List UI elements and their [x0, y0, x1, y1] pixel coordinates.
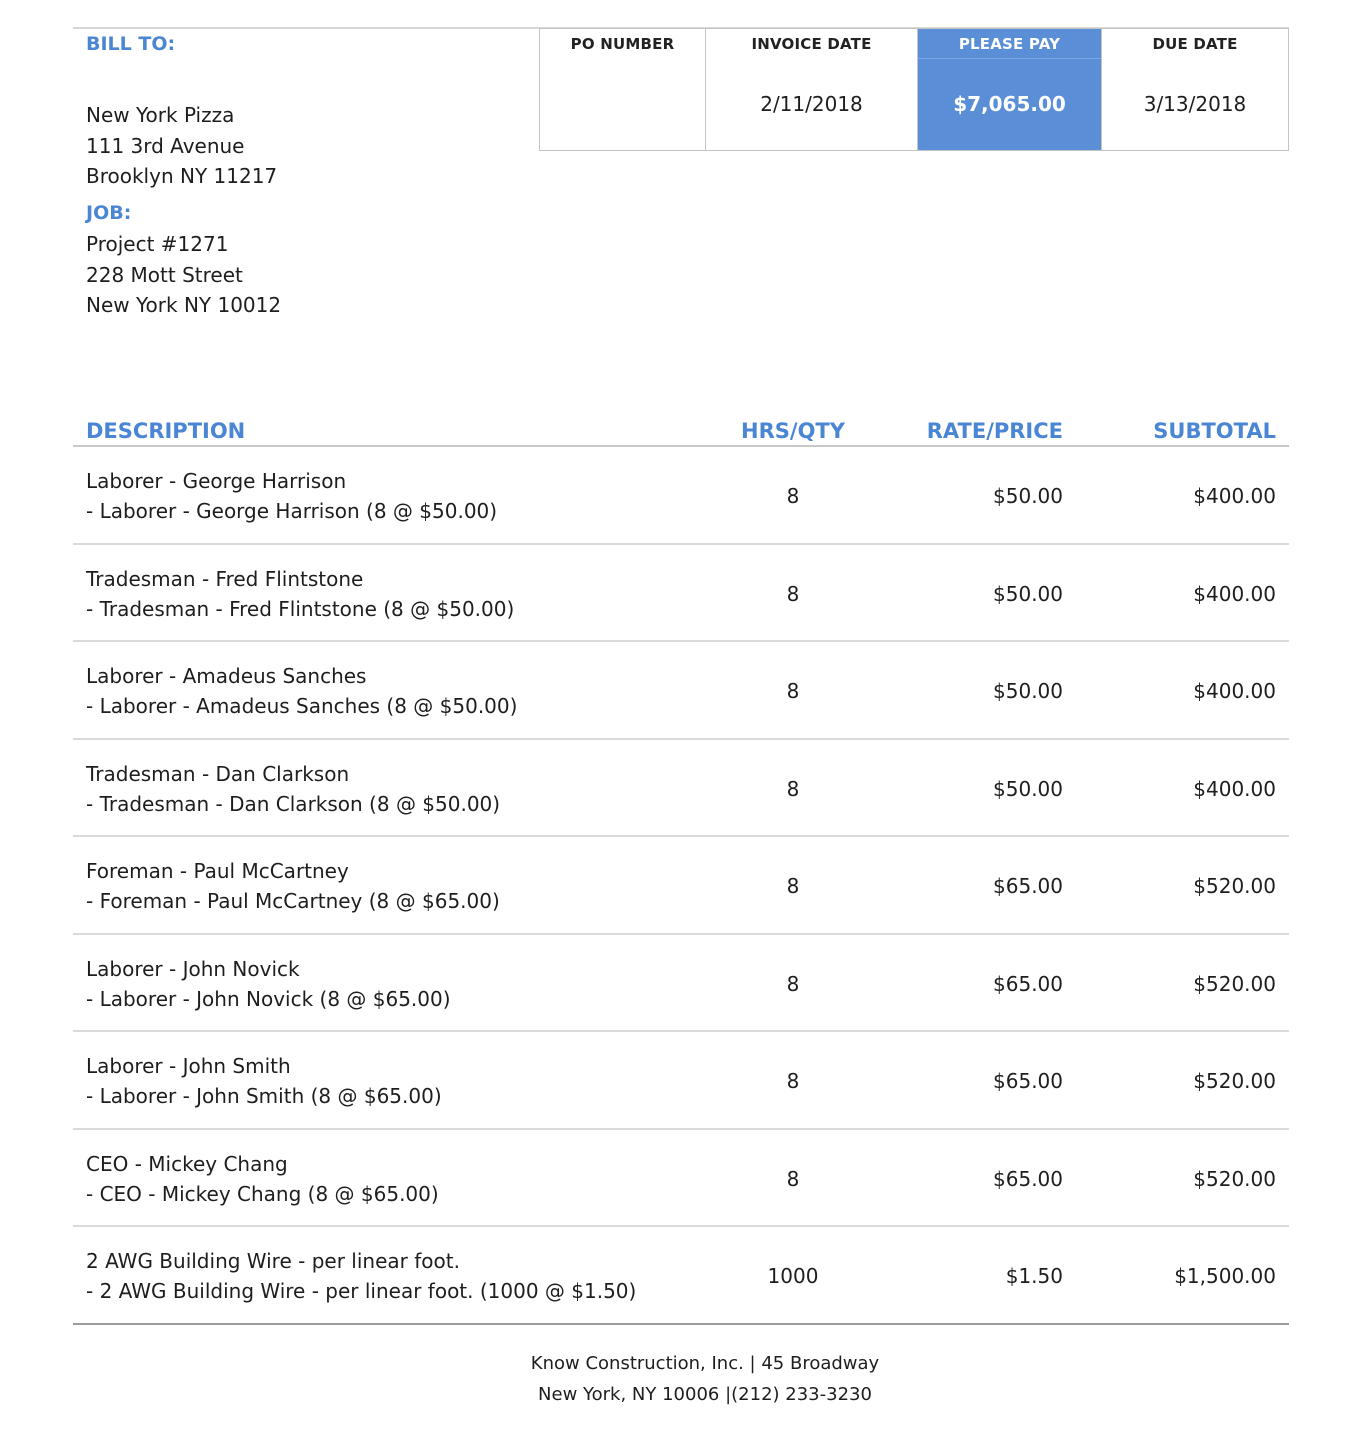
rate-header: RATE/PRICE: [926, 419, 1063, 443]
bill-to-line: Brooklyn NY 11217: [86, 164, 278, 188]
table-row: [73, 935, 1289, 1033]
please-pay-cell: [918, 29, 1102, 150]
item-rate: $65.00: [993, 1069, 1063, 1093]
invoice-date-cell: [706, 29, 918, 150]
item-title: Laborer - John Smith: [86, 1054, 291, 1078]
item-subtotal: $400.00: [1193, 679, 1276, 703]
item-description: [86, 856, 500, 916]
table-row: [73, 447, 1289, 545]
item-description: [86, 466, 497, 526]
invoice-meta-table: [539, 28, 1289, 151]
item-qty: 8: [786, 679, 800, 703]
item-qty: 8: [786, 874, 800, 898]
item-subtotal: $400.00: [1193, 484, 1276, 508]
item-description: [86, 954, 451, 1014]
footer-line: New York, NY 10006 |(212) 233-3230: [538, 1384, 872, 1405]
item-rate: $50.00: [993, 484, 1063, 508]
bill-to-line: 111 3rd Avenue: [86, 133, 245, 158]
bill-to-block: [86, 32, 506, 192]
bill-to-address: [86, 100, 506, 192]
item-title: Laborer - Amadeus Sanches: [86, 664, 367, 688]
table-row: [73, 837, 1289, 935]
item-title: Laborer - George Harrison: [86, 469, 347, 493]
table-row: [73, 1227, 1289, 1325]
po-number-cell: [540, 29, 706, 150]
item-description: [86, 661, 517, 721]
item-detail: - 2 AWG Building Wire - per linear foot. (1000 @ $1.50): [86, 1279, 637, 1303]
item-qty: 8: [786, 1069, 800, 1093]
item-qty: 8: [786, 581, 800, 606]
item-description: [86, 1051, 442, 1111]
item-title: Tradesman - Fred Flintstone: [86, 566, 364, 591]
job-line: New York NY 10012: [86, 293, 282, 317]
item-rate: $50.00: [993, 679, 1063, 703]
job-address: [86, 229, 281, 321]
item-rate: $1.50: [1005, 1264, 1063, 1288]
item-subtotal: $520.00: [1193, 1166, 1276, 1191]
description-header: DESCRIPTION: [86, 419, 246, 443]
qty-header: HRS/QTY: [741, 419, 845, 443]
item-title: Foreman - Paul McCartney: [86, 859, 349, 883]
job-line: Project #1271: [86, 232, 229, 256]
item-rate: $65.00: [993, 1166, 1063, 1191]
item-detail: - Laborer - John Smith (8 @ $65.00): [86, 1084, 442, 1108]
due-date-label: DUE DATE: [1152, 35, 1238, 53]
job-line: 228 Mott Street: [86, 262, 243, 287]
table-row: [73, 1032, 1289, 1130]
subtotal-header: SUBTOTAL: [1153, 419, 1276, 443]
item-detail: - Laborer - John Novick (8 @ $65.00): [86, 986, 451, 1011]
item-subtotal: $1,500.00: [1174, 1264, 1276, 1288]
table-row: [73, 740, 1289, 838]
po-number-label: PO NUMBER: [570, 35, 675, 53]
job-label: JOB:: [86, 202, 132, 224]
item-detail: - Laborer - George Harrison (8 @ $50.00): [86, 499, 498, 523]
item-qty: 8: [786, 1166, 800, 1191]
item-description: [86, 1246, 636, 1306]
invoice-date-value: 2/11/2018: [760, 92, 863, 116]
item-detail: - Foreman - Paul McCartney (8 @ $65.00): [86, 889, 500, 913]
please-pay-label: PLEASE PAY: [918, 29, 1101, 59]
item-title: CEO - Mickey Chang: [86, 1151, 288, 1176]
item-rate: $50.00: [993, 776, 1063, 801]
table-row: [73, 642, 1289, 740]
table-row: [73, 545, 1289, 643]
item-rate: $50.00: [993, 581, 1063, 606]
item-title: Tradesman - Dan Clarkson: [86, 761, 350, 786]
item-detail: - Tradesman - Fred Flintstone (8 @ $50.00): [86, 596, 515, 621]
item-rate: $65.00: [993, 874, 1063, 898]
item-qty: 1000: [767, 1264, 819, 1288]
invoice-date-label: INVOICE DATE: [751, 35, 872, 53]
item-qty: 8: [786, 776, 800, 801]
item-description: [86, 759, 500, 819]
item-subtotal: $400.00: [1193, 581, 1276, 606]
item-qty: 8: [786, 971, 800, 996]
item-title: Laborer - John Novick: [86, 956, 300, 981]
company-footer: [0, 1348, 1358, 1410]
item-detail: - Laborer - Amadeus Sanches (8 @ $50.00): [86, 694, 518, 718]
item-subtotal: $520.00: [1193, 874, 1276, 898]
line-items-header: [73, 413, 1289, 447]
bill-to-label: BILL TO:: [86, 33, 176, 55]
line-items-table: [73, 413, 1289, 1325]
item-subtotal: $520.00: [1193, 1069, 1276, 1093]
item-qty: 8: [786, 484, 800, 508]
item-description: [86, 1149, 439, 1209]
table-row: [73, 1130, 1289, 1228]
item-subtotal: $520.00: [1193, 971, 1276, 996]
item-detail: - CEO - Mickey Chang (8 @ $65.00): [86, 1181, 439, 1206]
due-date-cell: [1102, 29, 1288, 150]
due-date-value: 3/13/2018: [1143, 92, 1247, 116]
item-detail: - Tradesman - Dan Clarkson (8 @ $50.00): [86, 791, 501, 816]
please-pay-amount: $7,065.00: [953, 92, 1066, 116]
footer-line: Know Construction, Inc. | 45 Broadway: [530, 1353, 880, 1374]
item-rate: $65.00: [993, 971, 1063, 996]
item-title: 2 AWG Building Wire - per linear foot.: [86, 1249, 460, 1273]
item-subtotal: $400.00: [1193, 776, 1276, 801]
bill-to-line: New York Pizza: [86, 103, 235, 127]
item-description: [86, 564, 514, 624]
